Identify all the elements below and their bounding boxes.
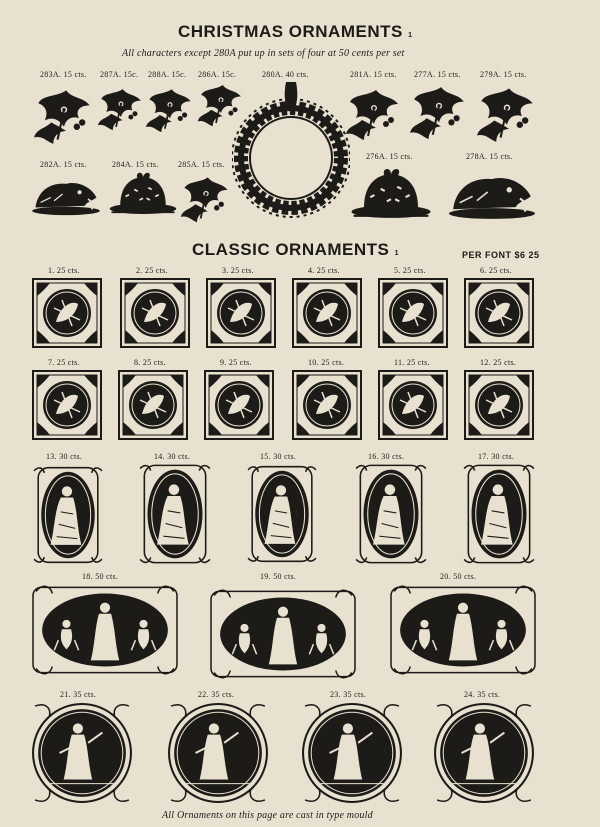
holly-sprig-icon <box>146 84 194 134</box>
holly-sprig-icon <box>180 172 232 224</box>
item-label: 17. 30 cts. <box>478 452 515 461</box>
item-label: 12. 25 cts. <box>480 358 517 367</box>
wreath-icon <box>232 80 350 218</box>
oval-figure-icon <box>246 462 318 566</box>
boar-head-platter-icon <box>448 164 536 220</box>
item-label: 277A. 15 cts. <box>414 70 461 79</box>
plum-pudding-icon <box>348 166 434 220</box>
oval-figure-icon <box>462 462 536 566</box>
square-ornament-icon <box>206 278 276 348</box>
item-label: 281A. 15 cts. <box>350 70 397 79</box>
wide-panel-icon <box>390 580 536 680</box>
wide-panel-icon <box>210 582 356 686</box>
item-label: 8. 25 cts. <box>134 358 166 367</box>
item-label: 15. 30 cts. <box>260 452 297 461</box>
round-medallion-icon <box>166 702 270 804</box>
item-label: 13. 30 cts. <box>46 452 83 461</box>
wide-panel-icon <box>32 580 178 680</box>
christmas-title: CHRISTMAS ORNAMENTS 1 <box>178 22 413 41</box>
square-ornament-icon <box>32 278 102 348</box>
boar-head-platter-icon <box>30 172 102 216</box>
square-ornament-icon <box>378 370 448 440</box>
item-label: 7. 25 cts. <box>48 358 80 367</box>
item-label: 279A. 15 cts. <box>480 70 527 79</box>
footer-note: All Ornaments on this page are cast in type mould <box>162 810 373 821</box>
oval-figure-icon <box>354 462 428 566</box>
item-label: 278A. 15 cts. <box>466 152 513 161</box>
plum-pudding-icon <box>108 170 178 216</box>
square-ornament-icon <box>464 278 534 348</box>
item-label: 23. 35 cts. <box>330 690 367 699</box>
item-label: 282A. 15 cts. <box>40 160 87 169</box>
item-label: 4. 25 cts. <box>308 266 340 275</box>
item-label: 6. 25 cts. <box>480 266 512 275</box>
item-label: 14. 30 cts. <box>154 452 191 461</box>
holly-sprig-icon <box>410 80 468 142</box>
item-label: 283A. 15 cts. <box>40 70 87 79</box>
item-label: 19. 50 cts. <box>260 572 297 581</box>
item-label: 20. 50 cts. <box>440 572 477 581</box>
round-medallion-icon <box>300 702 404 804</box>
round-medallion-icon <box>30 702 134 804</box>
item-label: 280A. 40 cts. <box>262 70 309 79</box>
item-label: 10. 25 cts. <box>308 358 345 367</box>
round-medallion-icon <box>432 702 536 804</box>
square-ornament-icon <box>292 370 362 440</box>
item-label: 1. 25 cts. <box>48 266 80 275</box>
item-label: 276A. 15 cts. <box>366 152 413 161</box>
christmas-subtitle: All characters except 280A put up in sets of four at 50 cents per set <box>122 48 405 59</box>
item-label: 9. 25 cts. <box>220 358 252 367</box>
classic-title: CLASSIC ORNAMENTS 1 <box>192 240 400 259</box>
item-label: 287A. 15c. <box>100 70 139 79</box>
square-ornament-icon <box>118 370 188 440</box>
oval-figure-icon <box>138 462 212 566</box>
item-label: 3. 25 cts. <box>222 266 254 275</box>
holly-sprig-icon <box>98 82 144 134</box>
per-font-price: PER FONT $6 25 <box>462 250 540 260</box>
item-label: 2. 25 cts. <box>136 266 168 275</box>
holly-sprig-icon <box>32 84 96 146</box>
holly-sprig-icon <box>346 84 402 142</box>
item-label: 24. 35 cts. <box>464 690 501 699</box>
holly-sprig-icon <box>476 82 538 144</box>
item-label: 22. 35 cts. <box>198 690 235 699</box>
item-label: 16. 30 cts. <box>368 452 405 461</box>
item-label: 288A. 15c. <box>148 70 187 79</box>
square-ornament-icon <box>464 370 534 440</box>
oval-figure-icon <box>32 466 104 564</box>
item-label: 285A. 15 cts. <box>178 160 225 169</box>
item-label: 5. 25 cts. <box>394 266 426 275</box>
item-label: 286A. 15c. <box>198 70 237 79</box>
item-label: 11. 25 cts. <box>394 358 430 367</box>
square-ornament-icon <box>120 278 190 348</box>
square-ornament-icon <box>292 278 362 348</box>
square-ornament-icon <box>378 278 448 348</box>
square-ornament-icon <box>204 370 274 440</box>
item-label: 18. 50 cts. <box>82 572 119 581</box>
square-ornament-icon <box>32 370 102 440</box>
item-label: 21. 35 cts. <box>60 690 97 699</box>
item-label: 284A. 15 cts. <box>112 160 159 169</box>
